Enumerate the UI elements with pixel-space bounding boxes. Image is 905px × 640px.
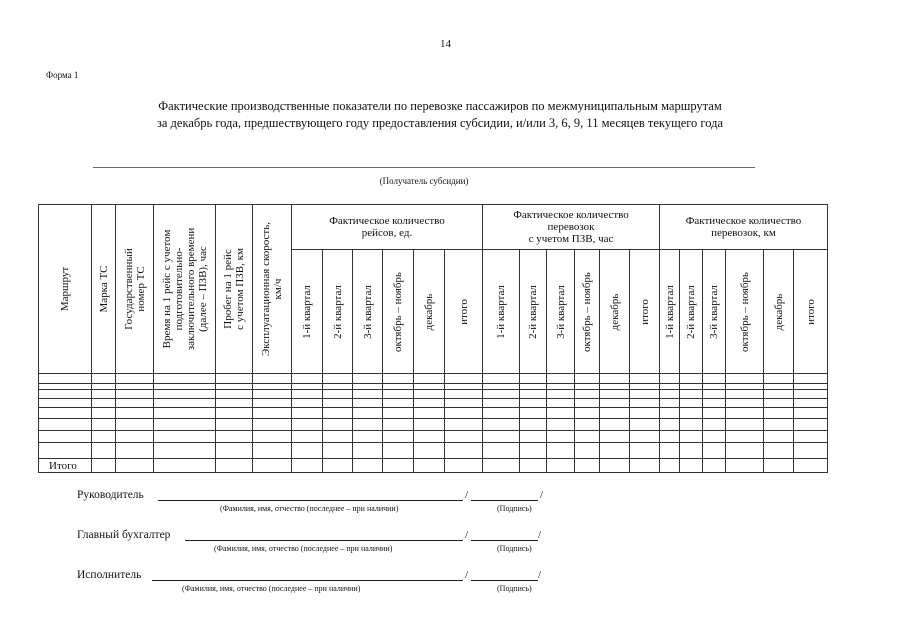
total-cell[interactable]	[92, 459, 116, 473]
table-cell[interactable]	[39, 390, 92, 399]
accountant-label: Главный бухгалтер	[77, 529, 171, 541]
table-cell[interactable]	[630, 408, 660, 419]
table-cell[interactable]	[726, 419, 764, 431]
table-cell[interactable]	[483, 419, 520, 431]
subheader-0-4: декабрь	[414, 250, 445, 374]
table-cell[interactable]	[547, 408, 575, 419]
table-cell[interactable]	[154, 399, 216, 408]
total-cell[interactable]	[383, 459, 414, 473]
total-cell[interactable]	[660, 459, 680, 473]
table-cell[interactable]	[660, 419, 680, 431]
table-row	[39, 399, 828, 408]
table-cell[interactable]	[726, 408, 764, 419]
table-cell[interactable]	[703, 374, 726, 384]
table-cell[interactable]	[764, 408, 794, 419]
table-cell[interactable]	[116, 408, 154, 419]
head-label: Руководитель	[77, 489, 144, 501]
table-cell[interactable]	[630, 419, 660, 431]
table-cell[interactable]	[154, 390, 216, 399]
table-cell[interactable]	[794, 419, 828, 431]
table-cell[interactable]	[154, 374, 216, 384]
accountant-sign-caption: (Подпись)	[497, 544, 532, 553]
table-cell[interactable]	[92, 390, 116, 399]
table-cell[interactable]	[794, 374, 828, 384]
recipient-line[interactable]	[93, 167, 755, 168]
table-cell[interactable]	[764, 431, 794, 443]
table-cell[interactable]	[520, 408, 547, 419]
group-header-km: Фактическое количество перевозок, км	[660, 205, 828, 250]
table-cell[interactable]	[726, 443, 764, 459]
table-cell[interactable]	[547, 443, 575, 459]
table-cell[interactable]	[520, 443, 547, 459]
table-cell[interactable]	[445, 390, 483, 399]
table-cell[interactable]	[154, 408, 216, 419]
subheader-1-1: 2-й квартал	[520, 250, 547, 374]
table-cell[interactable]	[630, 443, 660, 459]
table-cell[interactable]	[216, 390, 253, 399]
table-row	[39, 419, 828, 431]
table-cell[interactable]	[764, 399, 794, 408]
table-cell[interactable]	[703, 408, 726, 419]
head-signature-field[interactable]	[471, 500, 538, 501]
table-cell[interactable]	[92, 408, 116, 419]
table-cell[interactable]	[794, 443, 828, 459]
table-cell[interactable]	[353, 419, 383, 431]
table-cell[interactable]	[154, 419, 216, 431]
total-cell[interactable]	[794, 459, 828, 473]
table-cell[interactable]	[630, 374, 660, 384]
table-cell[interactable]	[216, 374, 253, 384]
table-cell[interactable]	[520, 431, 547, 443]
table-cell[interactable]	[292, 431, 323, 443]
total-cell[interactable]	[764, 459, 794, 473]
recipient-caption: (Получатель субсидии)	[379, 176, 469, 186]
table-cell[interactable]	[520, 374, 547, 384]
subheader-0-2: 3-й квартал	[353, 250, 383, 374]
table-cell[interactable]	[414, 419, 445, 431]
subheader-1-5: итого	[630, 250, 660, 374]
total-cell[interactable]	[116, 459, 154, 473]
table-cell[interactable]	[116, 419, 154, 431]
table-cell[interactable]	[726, 399, 764, 408]
table-cell[interactable]	[383, 408, 414, 419]
table-cell[interactable]	[292, 399, 323, 408]
total-cell[interactable]	[547, 459, 575, 473]
head-sign-caption: (Подпись)	[497, 504, 532, 513]
table-cell[interactable]	[703, 443, 726, 459]
table-cell[interactable]	[39, 431, 92, 443]
table-cell[interactable]	[630, 390, 660, 399]
total-cell[interactable]	[216, 459, 253, 473]
table-cell[interactable]	[323, 419, 353, 431]
table-cell[interactable]	[483, 443, 520, 459]
table-cell[interactable]	[323, 374, 353, 384]
table-cell[interactable]	[253, 390, 292, 399]
table-cell[interactable]	[414, 431, 445, 443]
table-cell[interactable]	[323, 443, 353, 459]
total-cell[interactable]	[483, 459, 520, 473]
table-cell[interactable]	[92, 419, 116, 431]
table-cell[interactable]	[794, 431, 828, 443]
group-header-hours: Фактическое количество перевозок с учетом ПЗВ, час	[483, 205, 660, 250]
header-reg-number: Государственный номер ТС	[116, 205, 154, 374]
table-cell[interactable]	[547, 431, 575, 443]
table-cell[interactable]	[253, 419, 292, 431]
executor-name-field[interactable]	[152, 580, 463, 581]
form-label: Форма 1	[46, 70, 79, 80]
table-cell[interactable]	[575, 408, 600, 419]
table-cell[interactable]	[547, 374, 575, 384]
table-cell[interactable]	[547, 419, 575, 431]
table-cell[interactable]	[353, 399, 383, 408]
table-cell[interactable]	[353, 443, 383, 459]
table-cell[interactable]	[575, 431, 600, 443]
table-cell[interactable]	[483, 390, 520, 399]
table-cell[interactable]	[323, 390, 353, 399]
table-cell[interactable]	[445, 431, 483, 443]
table-cell[interactable]	[292, 419, 323, 431]
subheader-2-4: декабрь	[764, 250, 794, 374]
table-cell[interactable]	[680, 443, 703, 459]
subheader-0-5: итого	[445, 250, 483, 374]
head-slash-end: /	[540, 489, 544, 501]
table-cell[interactable]	[600, 431, 630, 443]
table-cell[interactable]	[703, 390, 726, 399]
table-cell[interactable]	[483, 431, 520, 443]
subheader-0-0: 1-й квартал	[292, 250, 323, 374]
accountant-name-field[interactable]	[185, 540, 463, 541]
table-cell[interactable]	[483, 374, 520, 384]
subheader-1-3: октябрь – ноябрь	[575, 250, 600, 374]
table-cell[interactable]	[116, 443, 154, 459]
table-cell[interactable]	[353, 408, 383, 419]
subheader-2-3: октябрь – ноябрь	[726, 250, 764, 374]
total-cell[interactable]	[575, 459, 600, 473]
table-cell[interactable]	[680, 390, 703, 399]
table-cell[interactable]	[600, 419, 630, 431]
subheader-0-1: 2-й квартал	[323, 250, 353, 374]
total-cell[interactable]	[630, 459, 660, 473]
table-cell[interactable]	[39, 374, 92, 384]
table-cell[interactable]	[253, 399, 292, 408]
table-cell[interactable]	[575, 374, 600, 384]
page-number: 14	[440, 38, 451, 50]
table-cell[interactable]	[726, 431, 764, 443]
table-cell[interactable]	[39, 399, 92, 408]
table-cell[interactable]	[575, 399, 600, 408]
table-cell[interactable]	[39, 443, 92, 459]
table-cell[interactable]	[216, 431, 253, 443]
table-cell[interactable]	[253, 431, 292, 443]
table-cell[interactable]	[92, 399, 116, 408]
table-cell[interactable]	[253, 374, 292, 384]
table-cell[interactable]	[726, 390, 764, 399]
table-cell[interactable]	[353, 374, 383, 384]
table-cell[interactable]	[445, 443, 483, 459]
total-cell[interactable]	[520, 459, 547, 473]
executor-signature-field[interactable]	[471, 580, 538, 581]
head-slash: /	[465, 489, 469, 501]
table-cell[interactable]	[154, 431, 216, 443]
total-cell[interactable]	[154, 459, 216, 473]
table-cell[interactable]	[445, 399, 483, 408]
table-cell[interactable]	[445, 408, 483, 419]
table-cell[interactable]	[575, 390, 600, 399]
total-cell[interactable]	[253, 459, 292, 473]
table-cell[interactable]	[383, 431, 414, 443]
table-row	[39, 408, 828, 419]
table-cell[interactable]	[660, 443, 680, 459]
table-cell[interactable]	[660, 374, 680, 384]
table-cell[interactable]	[680, 419, 703, 431]
table-cell[interactable]	[680, 408, 703, 419]
table-cell[interactable]	[483, 408, 520, 419]
table-cell[interactable]	[353, 390, 383, 399]
table-cell[interactable]	[703, 399, 726, 408]
executor-sign-caption: (Подпись)	[497, 584, 532, 593]
table-cell[interactable]	[600, 399, 630, 408]
table-cell[interactable]	[383, 419, 414, 431]
indicators-table	[38, 204, 828, 473]
table-cell[interactable]	[39, 408, 92, 419]
table-row	[39, 390, 828, 399]
head-name-caption: (Фамилия, имя, отчество (последнее – при наличии)	[220, 504, 399, 513]
accountant-signature-field[interactable]	[471, 540, 538, 541]
total-cell[interactable]	[445, 459, 483, 473]
table-cell[interactable]	[483, 399, 520, 408]
group-header-trips: Фактическое количество рейсов, ед.	[292, 205, 483, 250]
table-cell[interactable]	[660, 390, 680, 399]
table-cell[interactable]	[794, 390, 828, 399]
table-cell[interactable]	[383, 390, 414, 399]
table-cell[interactable]	[764, 443, 794, 459]
table-cell[interactable]	[660, 431, 680, 443]
table-cell[interactable]	[323, 408, 353, 419]
table-cell[interactable]	[253, 443, 292, 459]
executor-slash-end: /	[538, 569, 542, 581]
total-cell[interactable]	[680, 459, 703, 473]
table-cell[interactable]	[39, 419, 92, 431]
table-cell[interactable]	[292, 374, 323, 384]
total-cell[interactable]	[726, 459, 764, 473]
subheader-0-3: октябрь – ноябрь	[383, 250, 414, 374]
executor-slash: /	[465, 569, 469, 581]
subheader-2-2: 3-й квартал	[703, 250, 726, 374]
document-title-line-2: за декабрь года, предшествующего году предоставления субсидии, и/или 3, 6, 9, 11 месяцев текущего года	[156, 116, 724, 130]
subheader-1-4: декабрь	[600, 250, 630, 374]
table-cell[interactable]	[383, 374, 414, 384]
table-cell[interactable]	[520, 419, 547, 431]
table-cell[interactable]	[116, 374, 154, 384]
table-cell[interactable]	[547, 390, 575, 399]
header-route: Маршрут	[39, 205, 92, 374]
table-cell[interactable]	[630, 399, 660, 408]
table-cell[interactable]	[794, 399, 828, 408]
table-cell[interactable]	[600, 390, 630, 399]
total-row	[39, 459, 828, 473]
table-row	[39, 374, 828, 384]
table-cell[interactable]	[703, 431, 726, 443]
table-cell[interactable]	[794, 408, 828, 419]
table-row	[39, 431, 828, 443]
total-cell[interactable]	[323, 459, 353, 473]
table-cell[interactable]	[414, 399, 445, 408]
table-cell[interactable]	[600, 443, 630, 459]
header-trip-time: Время на 1 рейс с учетом подготовительно- заключительного времени (далее – ПЗВ), час	[154, 205, 216, 374]
table-cell[interactable]	[154, 443, 216, 459]
header-trip-mileage: Пробег на 1 рейс с учетом ПЗВ, км	[216, 205, 253, 374]
subheader-1-0: 1-й квартал	[483, 250, 520, 374]
table-cell[interactable]	[520, 399, 547, 408]
header-speed: Эксплуатационная скорость, км/ч	[253, 205, 292, 374]
table-cell[interactable]	[660, 399, 680, 408]
table-cell[interactable]	[414, 443, 445, 459]
table-cell[interactable]	[414, 408, 445, 419]
table-cell[interactable]	[116, 399, 154, 408]
total-label: Итого	[39, 459, 92, 473]
table-cell[interactable]	[520, 390, 547, 399]
table-cell[interactable]	[764, 374, 794, 384]
table-cell[interactable]	[92, 374, 116, 384]
accountant-slash-end: /	[538, 529, 542, 541]
subheader-2-0: 1-й квартал	[660, 250, 680, 374]
subheader-2-1: 2-й квартал	[680, 250, 703, 374]
executor-label: Исполнитель	[77, 569, 142, 581]
subheader-2-5: итого	[794, 250, 828, 374]
total-cell[interactable]	[353, 459, 383, 473]
executor-name-caption: (Фамилия, имя, отчество (последнее – при наличии)	[182, 584, 361, 593]
table-cell[interactable]	[116, 431, 154, 443]
table-cell[interactable]	[414, 374, 445, 384]
table-cell[interactable]	[414, 390, 445, 399]
table-cell[interactable]	[216, 408, 253, 419]
total-cell[interactable]	[703, 459, 726, 473]
table-cell[interactable]	[323, 399, 353, 408]
table-cell[interactable]	[92, 443, 116, 459]
table-cell[interactable]	[575, 443, 600, 459]
table-cell[interactable]	[292, 443, 323, 459]
total-cell[interactable]	[414, 459, 445, 473]
header-vehicle-brand: Марка ТС	[92, 205, 116, 374]
total-cell[interactable]	[292, 459, 323, 473]
table-cell[interactable]	[383, 399, 414, 408]
subheader-1-2: 3-й квартал	[547, 250, 575, 374]
table-cell[interactable]	[253, 408, 292, 419]
table-cell[interactable]	[600, 408, 630, 419]
document-title-line-1: Фактические производственные показатели по перевозке пассажиров по межмуниципальным маршрутам	[158, 99, 722, 113]
table-cell[interactable]	[353, 431, 383, 443]
table-cell[interactable]	[92, 431, 116, 443]
table-cell[interactable]	[445, 419, 483, 431]
table-cell[interactable]	[547, 399, 575, 408]
table-cell[interactable]	[680, 431, 703, 443]
accountant-name-caption: (Фамилия, имя, отчество (последнее – при наличии)	[214, 544, 393, 553]
table-cell[interactable]	[216, 443, 253, 459]
table-cell[interactable]	[383, 443, 414, 459]
table-cell[interactable]	[445, 374, 483, 384]
table-row	[39, 443, 828, 459]
table-cell[interactable]	[575, 419, 600, 431]
table-cell[interactable]	[292, 408, 323, 419]
table-cell[interactable]	[703, 419, 726, 431]
table-cell[interactable]	[660, 408, 680, 419]
table-cell[interactable]	[600, 374, 630, 384]
total-cell[interactable]	[600, 459, 630, 473]
table-cell[interactable]	[630, 431, 660, 443]
head-name-field[interactable]	[158, 500, 463, 501]
table-cell[interactable]	[292, 390, 323, 399]
accountant-slash: /	[465, 529, 469, 541]
table-cell[interactable]	[680, 399, 703, 408]
table-cell[interactable]	[764, 419, 794, 431]
table-cell[interactable]	[726, 374, 764, 384]
table-cell[interactable]	[680, 374, 703, 384]
table-cell[interactable]	[216, 399, 253, 408]
table-cell[interactable]	[764, 390, 794, 399]
table-cell[interactable]	[216, 419, 253, 431]
table-cell[interactable]	[116, 390, 154, 399]
table-cell[interactable]	[323, 431, 353, 443]
